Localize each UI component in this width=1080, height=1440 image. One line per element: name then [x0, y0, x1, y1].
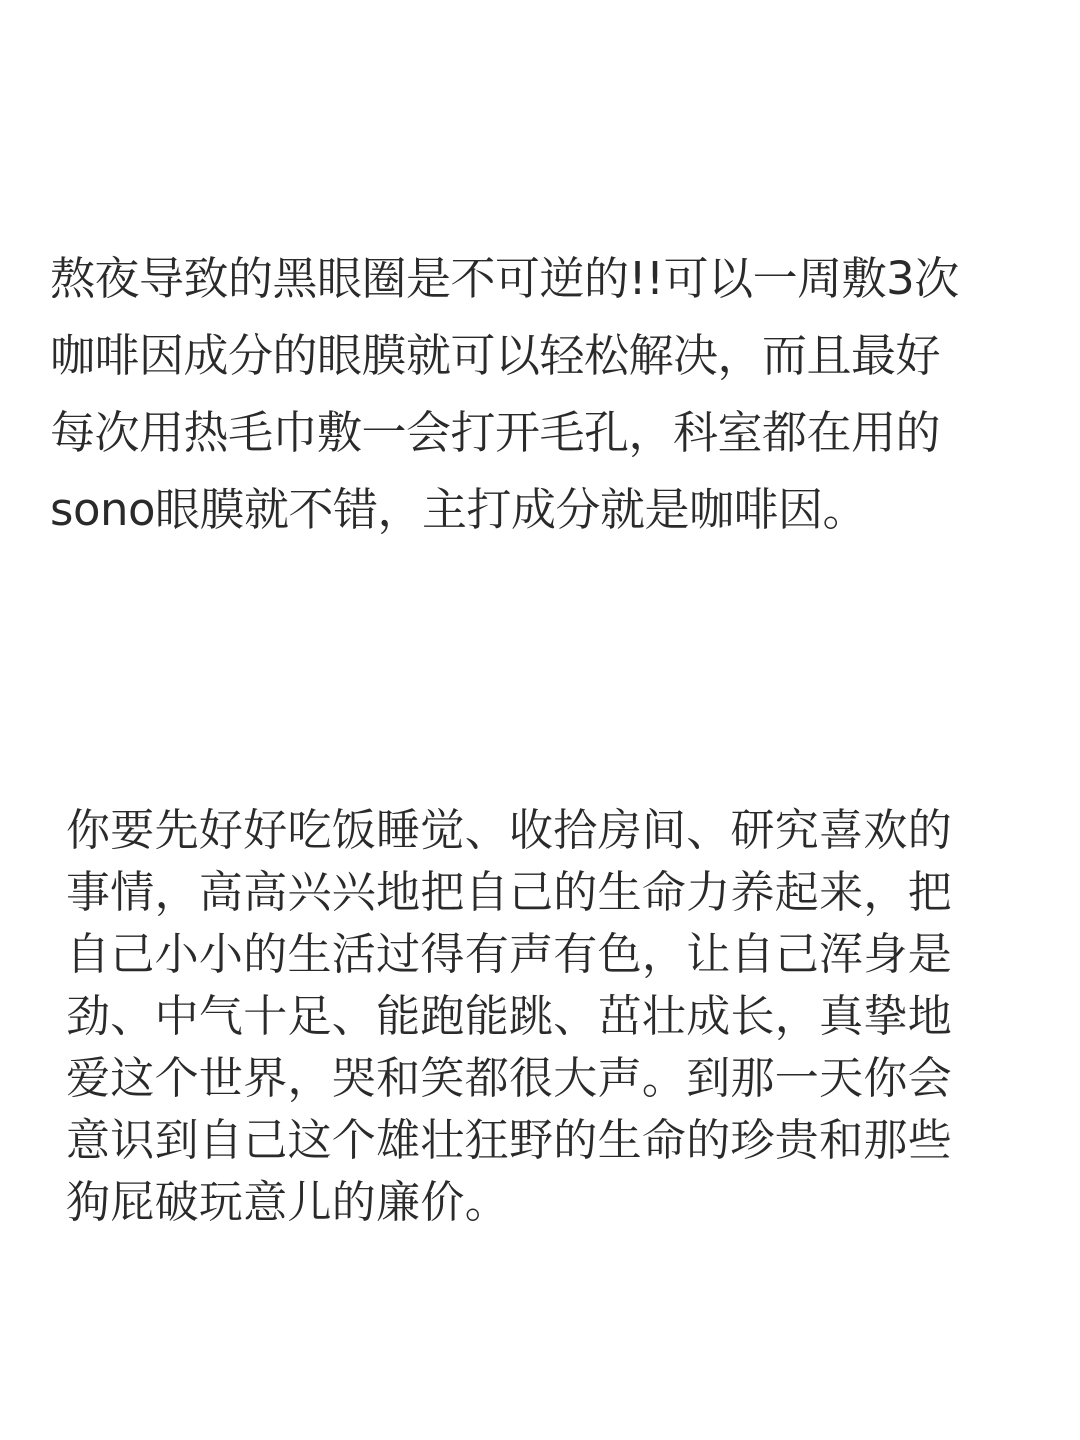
text-line: sono眼膜就不错，主打成分就是咖啡因。 [50, 483, 868, 536]
text-line: 劲、中气十足、能跑能跳、茁壮成长，真挚地 [66, 991, 952, 1042]
text-line: 意识到自己这个雄壮狂野的生命的珍贵和那些 [66, 1115, 952, 1166]
text-line: 爱这个世界，哭和笑都很大声。到那一天你会 [66, 1053, 952, 1104]
paragraph-dark-circles-tip [50, 240, 1060, 548]
paragraph-life-advice [66, 800, 1026, 1234]
text-line: 咖啡因成分的眼膜就可以轻松解决，而且最好 [50, 329, 941, 382]
text-line: 你要先好好吃饭睡觉、收拾房间、研究喜欢的 [66, 805, 952, 856]
text-line: 狗屁破玩意儿的廉价。 [66, 1177, 509, 1228]
text-line: 事情，高高兴兴地把自己的生命力养起来，把 [66, 867, 952, 918]
text-line: 自己小小的生活过得有声有色，让自己浑身是 [66, 929, 952, 980]
text-line: 每次用热毛巾敷一会打开毛孔，科室都在用的 [50, 406, 941, 459]
text-line: 熬夜导致的黑眼圈是不可逆的!!可以一周敷3次 [50, 252, 959, 305]
